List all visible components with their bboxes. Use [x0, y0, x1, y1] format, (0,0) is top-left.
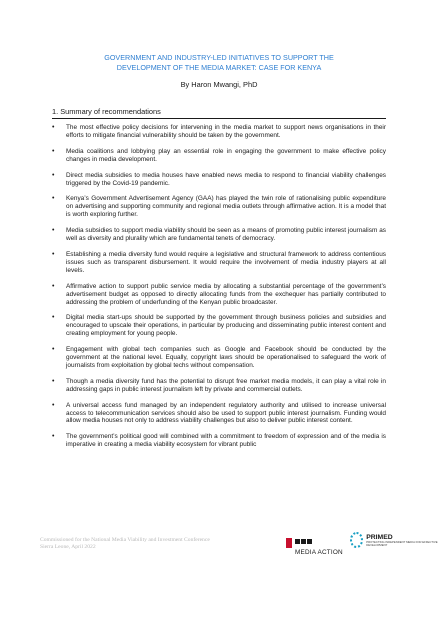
bullet-icon: • — [52, 433, 55, 441]
title-line-2: DEVELOPMENT OF THE MEDIA MARKET: CASE FOR KENYA — [116, 63, 322, 72]
bullet-icon: • — [52, 227, 55, 235]
recommendation-item — [52, 346, 386, 370]
recommendation-item — [52, 195, 386, 219]
document-title — [40, 53, 398, 73]
recommendation-text: Media subsidies to support media viability should be seen as a means of promoting public interest journalism as well as diversity and plurality which are fundamental tenets of democracy. — [66, 227, 386, 243]
logo-media-action-text: MEDIA ACTION — [295, 548, 343, 556]
recommendation-item — [52, 283, 386, 307]
bbc-blocks-icon — [295, 539, 312, 544]
logo-primed-text: PRIMED — [366, 533, 393, 541]
bullet-icon: • — [52, 346, 55, 354]
recommendation-text: Engagement with global tech companies such as Google and Facebook should be conducted by the government at the national level. Equally, copyright laws should be operationalised to safeguard the work of journalists from exploitation by global techs without compensation. — [66, 346, 386, 369]
recommendation-text: A universal access fund managed by an independent regulatory authority and utilised to increase universal access to telecommunication services should also be used to support public interest journalism. Funding would allow media houses not only to address viability challenges but also to deliver public interest content. — [66, 401, 386, 425]
recommendation-item — [52, 314, 386, 338]
recommendation-text: Digital media start-ups should be supported by the government through business policies and subsidies and encouraged to upscale their operations, in particular by producing and disseminating public interest content and creating employment for young people. — [66, 314, 386, 338]
primed-dots-icon — [350, 532, 363, 548]
title-line-1: GOVERNMENT AND INDUSTRY-LED INITIATIVES TO SUPPORT THE — [104, 53, 334, 62]
recommendation-text: Direct media subsidies to media houses have enabled news media to respond to financial viability challenges triggered by the Covid-19 pandemic. — [66, 171, 386, 187]
bullet-icon: • — [52, 250, 55, 258]
bullet-icon: • — [52, 282, 55, 290]
logo-primed-subtext: PROTECTING INDEPENDENT MEDIA FOR EFFECTIVE DEVELOPMENT — [366, 539, 438, 547]
recommendation-item — [52, 172, 386, 188]
bbc-media-action-logo — [286, 536, 343, 556]
recommendation-item — [52, 433, 386, 449]
recommendation-item — [52, 378, 386, 394]
recommendation-text: Media coalitions and lobbying play an essential role in engaging the government to make effective policy changes in media development. — [66, 147, 386, 163]
recommendation-item — [52, 402, 386, 426]
recommendation-item — [52, 227, 386, 243]
footer-note-line-1: Commissioned for the National Media Viability and Investment Conference — [40, 537, 210, 543]
section-heading: 1. Summary of recommendations — [52, 107, 386, 119]
bullet-icon: • — [52, 171, 55, 179]
bullet-icon: • — [52, 314, 55, 322]
recommendation-text: The most effective policy decisions for intervening in the media market to support news organisations in their efforts to mitigate financial vulnerability should be taken by the government. — [66, 124, 386, 139]
bullet-icon: • — [52, 147, 55, 155]
footer-note-line-2: Sierra Leone, April 2022 — [40, 544, 96, 550]
recommendation-item — [52, 124, 386, 140]
primed-logo — [350, 532, 438, 548]
recommendation-text: Establishing a media diversity fund would require a legislative and structural framework to address contentious issues such as transparent disbursement. It would require the involvement of media industry players at all levels. — [66, 250, 386, 274]
bullet-icon: • — [52, 195, 55, 203]
bullet-icon: • — [52, 377, 55, 385]
recommendation-item — [52, 148, 386, 164]
recommendation-item — [52, 251, 386, 275]
recommendation-text: Kenya’s Government Advertisement Agency (GAA) has played the twin role of rationalising public expenditure on advertising and supporting community and regional media outlets through affirmative action. It is a model that is worth exploring further. — [66, 195, 386, 219]
bullet-icon: • — [52, 124, 55, 131]
recommendation-text: Affirmative action to support public service media by allocating a substantial percentage of the government’s advertisement budget as opposed to directly allocating funds from the exchequer has partially contributed to addressing the problem of underfunding of the Kenyan public broadcaster. — [66, 282, 386, 306]
footer-note — [40, 537, 270, 551]
media-action-mark-icon — [286, 538, 292, 548]
author-byline: By Haron Mwangi, PhD — [180, 80, 258, 89]
recommendation-text: The government’s political good will combined with a commitment to freedom of expression and of the media is imperative in creating a media viability ecosystem for vibrant public — [66, 433, 386, 449]
recommendations-list — [52, 124, 386, 457]
bullet-icon: • — [52, 401, 55, 409]
recommendation-text: Though a media diversity fund has the potential to disrupt free market media models, it can play a vital role in addressing gaps in public interest journalism left by private and commercial outlets. — [66, 377, 386, 393]
